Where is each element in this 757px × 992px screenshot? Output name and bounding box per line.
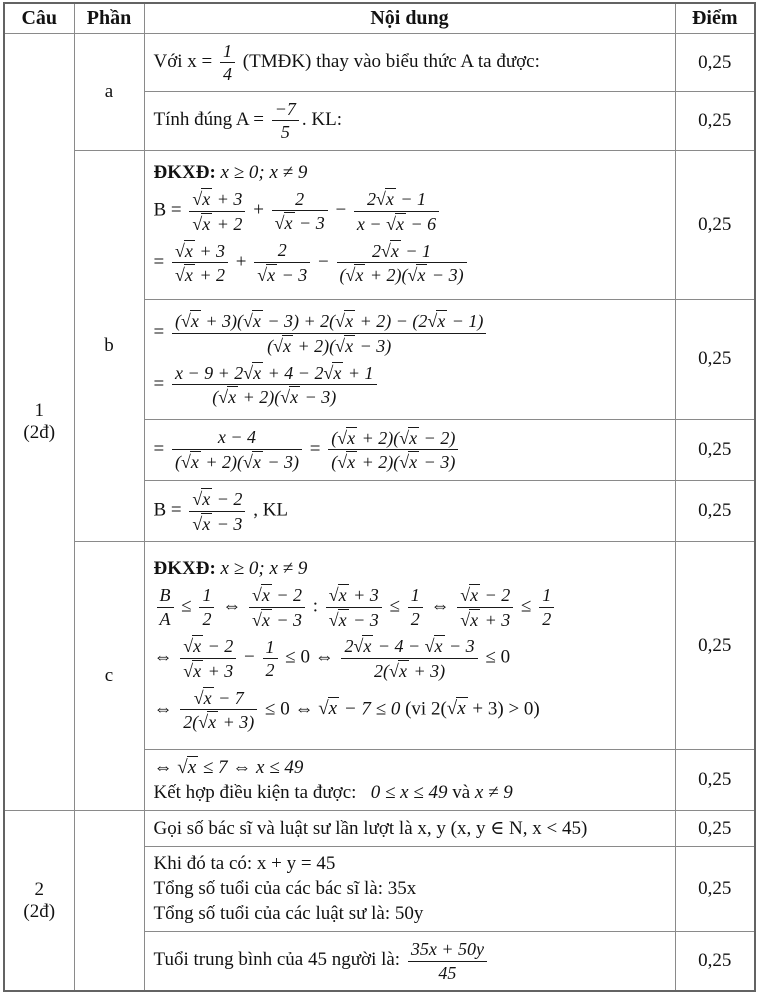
sqrt-expression xyxy=(386,213,406,235)
fraction-denominator: 2 xyxy=(265,659,275,680)
content-line: ⇔ $\frac{√x - 2}{√x + 3}$ − $\frac{1}{2}$ ≤ 0 ⇔ $\frac{2√x - 4 - √x - 3}{2(√x + 3)}$ ≤ 0 xyxy=(153,636,511,681)
fraction-numerator: 35x + 50y xyxy=(408,939,487,961)
content-cell xyxy=(144,811,675,847)
question-label: (2đ) xyxy=(23,900,56,922)
fraction-denominator: (√x + 2)(√x − 3) xyxy=(339,265,464,286)
sqrt-expression xyxy=(329,609,349,631)
radical-sign-icon: √ xyxy=(407,265,418,286)
math-text: x ≠ 9 xyxy=(474,782,513,804)
radical-sign-icon: √ xyxy=(192,189,203,210)
table-row xyxy=(4,34,755,92)
fraction-denominator: (√x + 2)(√x − 3) xyxy=(267,335,392,356)
content-cell xyxy=(144,299,675,419)
radicand: x xyxy=(202,513,211,534)
content-line: = $\frac{(√x + 3)(√x - 3) + 2(√x + 2) - (2√x - 1)}{(√x + 2)(√x - 3)}$ xyxy=(154,309,666,357)
fraction-numerator: 2 xyxy=(254,240,310,262)
content-line: = $\frac{√x + 3}{√x + 2}$ + $\frac{2}{√x - 3}$ − $\frac{2√x - 1}{(√x + 2)(√x - 3)}$ xyxy=(154,239,666,287)
content-cell xyxy=(144,150,675,299)
fraction xyxy=(180,687,257,733)
fraction xyxy=(157,585,174,628)
sqrt-expression xyxy=(460,584,480,606)
radical-sign-icon: √ xyxy=(375,189,386,210)
radicand: x xyxy=(328,698,338,720)
radicand: x xyxy=(333,362,342,383)
content-line: = $\frac{x - 4}{(√x + 2)(√x - 3)}$ = $\frac{(√x + 2)(√x - 2)}{(√x + 2)(√x - 3)}$ xyxy=(154,426,666,474)
score-cell: 0,25 xyxy=(675,419,755,480)
fraction-denominator: √x − 3 xyxy=(192,513,243,534)
fraction-numerator: √x − 2 xyxy=(189,488,245,512)
score-cell: 0,25 xyxy=(675,299,755,419)
fraction-denominator: √x + 3 xyxy=(460,609,511,630)
content-line: Gọi số bác sĩ và luật sư lần lượt là x, y (x, y ∈ N, x < 45) xyxy=(153,818,588,840)
radicand: x xyxy=(395,213,404,234)
sqrt-expression xyxy=(218,386,238,408)
radicand: x xyxy=(347,452,356,473)
sqrt-expression xyxy=(243,451,263,473)
math-text: x ≥ 0; x ≠ 9 xyxy=(220,557,308,579)
radicand: x xyxy=(202,189,211,210)
rubric-table-header xyxy=(4,3,755,34)
fraction-numerator: B xyxy=(157,585,174,607)
fraction xyxy=(539,585,554,628)
sqrt-expression xyxy=(399,451,419,473)
radical-sign-icon: √ xyxy=(335,335,346,356)
rubric-table xyxy=(3,2,756,992)
radical-sign-icon: √ xyxy=(460,609,471,630)
part-cell: b xyxy=(74,150,144,542)
bold-text: ĐKXĐ: xyxy=(153,557,221,579)
fraction-numerator: 1 xyxy=(220,41,235,63)
radical-sign-icon: √ xyxy=(180,311,191,332)
radical-sign-icon: √ xyxy=(389,660,399,681)
sqrt-expression xyxy=(425,635,445,657)
sqrt-expression xyxy=(399,427,419,449)
radical-sign-icon: √ xyxy=(460,584,471,605)
table-row xyxy=(4,150,755,299)
radical-sign-icon: √ xyxy=(251,609,262,630)
score-cell: 0,25 xyxy=(675,932,755,991)
radical-sign-icon: √ xyxy=(328,609,339,630)
content-line: Tính đúng A = $\frac{-7}{5}$ . KL: xyxy=(153,99,342,143)
radicand: x xyxy=(228,387,237,408)
fraction xyxy=(172,310,486,356)
column-header-diem: Điểm xyxy=(675,3,755,34)
radicand: x xyxy=(417,265,426,286)
radicand: x xyxy=(184,265,193,286)
radicand: x xyxy=(385,189,394,210)
fraction-denominator: √x + 2 xyxy=(174,265,226,286)
radical-sign-icon: √ xyxy=(174,240,185,261)
fraction xyxy=(326,584,382,630)
radicand: x xyxy=(283,335,292,356)
sqrt-expression xyxy=(252,584,272,606)
sqrt-expression xyxy=(447,697,468,720)
radicand: x xyxy=(437,311,446,332)
fraction xyxy=(199,585,214,628)
fraction xyxy=(272,189,328,234)
radical-sign-icon: √ xyxy=(193,687,204,708)
sqrt-expression xyxy=(252,609,272,631)
fraction-denominator: √x − 3 xyxy=(257,264,308,285)
score-cell: 0,25 xyxy=(675,750,755,811)
fraction xyxy=(180,635,236,681)
fraction-denominator: A xyxy=(159,608,171,629)
fraction-numerator: √x + 3 xyxy=(189,188,245,212)
radical-sign-icon: √ xyxy=(257,264,268,285)
sqrt-expression xyxy=(408,264,428,286)
fraction-numerator: √x − 2 xyxy=(180,635,236,659)
fraction-numerator: 1 xyxy=(263,637,278,659)
radical-sign-icon: √ xyxy=(446,698,458,720)
radicand: x xyxy=(190,451,199,472)
sqrt-expression xyxy=(353,635,373,657)
question-cell xyxy=(4,34,74,811)
sqrt-expression xyxy=(183,635,203,657)
radical-sign-icon: √ xyxy=(218,387,229,408)
header-row xyxy=(4,3,755,34)
fraction-denominator: (√x + 2)(√x − 3) xyxy=(212,387,337,408)
radicand: x xyxy=(398,660,407,681)
content-cell xyxy=(144,92,675,150)
fraction-denominator: √x − 3 xyxy=(328,609,379,630)
radicand: x xyxy=(434,636,443,657)
sqrt-expression xyxy=(273,335,293,357)
content-line: $\frac{B}{A}$ ≤ $\frac{1}{2}$ ⇔ $\frac{√x - 2}{√x - 3}$ : $\frac{√x + 3}{√x - 3}$ ≤ $\frac{1}{2}$ ⇔ $\frac{√x - 2}{√x + 3}$ ≤ $\frac{1}{2}$ xyxy=(154,583,666,631)
radical-sign-icon: √ xyxy=(243,451,253,472)
fraction xyxy=(337,240,467,286)
fraction-denominator: √x − 3 xyxy=(274,213,325,234)
radical-sign-icon: √ xyxy=(345,265,356,286)
radical-sign-icon: √ xyxy=(427,311,438,332)
score-cell: 0,25 xyxy=(675,811,755,847)
fraction xyxy=(189,488,245,534)
content-line: ⇔ $\frac{√x - 7}{2(√x + 3)}$ ≤ 0 ⇔ √x − 7 ≤ 0 (vi 2(√x + 3) > 0) xyxy=(153,687,540,733)
radical-sign-icon: √ xyxy=(335,311,346,332)
math-text: 0 ≤ x ≤ 49 xyxy=(370,782,448,804)
radical-sign-icon: √ xyxy=(323,362,334,383)
sqrt-expression xyxy=(198,711,218,733)
content-line: Tổng số tuổi của các luật sư là: 50y xyxy=(153,903,424,925)
radical-sign-icon: √ xyxy=(198,712,209,733)
radical-sign-icon: √ xyxy=(318,698,329,720)
score-cell: 0,25 xyxy=(675,34,755,92)
question-label: 1 xyxy=(34,400,44,422)
radical-sign-icon: √ xyxy=(353,636,364,657)
fraction-denominator: √x − 3 xyxy=(251,609,302,630)
score-cell: 0,25 xyxy=(675,542,755,750)
radicand: x xyxy=(345,311,354,332)
score-cell: 0,25 xyxy=(675,150,755,299)
fraction xyxy=(457,584,513,630)
fraction-numerator: x − 9 + 2√x + 4 − 2√x + 1 xyxy=(172,362,377,386)
radicand: x xyxy=(252,311,261,332)
sqrt-expression xyxy=(275,212,295,234)
sqrt-expression xyxy=(381,240,401,262)
radical-sign-icon: √ xyxy=(192,489,203,509)
radicand: x xyxy=(457,698,466,720)
radicand: x xyxy=(202,213,211,234)
fraction-numerator: √x − 2 xyxy=(457,584,513,608)
sqrt-expression xyxy=(192,488,212,510)
fraction-denominator: 4 xyxy=(223,64,233,85)
content-cell xyxy=(144,419,675,480)
radical-sign-icon: √ xyxy=(328,584,339,605)
sqrt-expression xyxy=(257,264,277,286)
sqrt-expression xyxy=(460,609,480,631)
radicand: x xyxy=(338,584,347,605)
radical-sign-icon: √ xyxy=(183,636,194,657)
sqrt-expression xyxy=(175,240,195,262)
sqrt-expression xyxy=(389,660,409,682)
column-header-noidung: Nội dung xyxy=(144,3,675,34)
fraction-numerator: −7 xyxy=(272,99,299,121)
fraction-numerator: √x − 2 xyxy=(249,584,305,608)
radicand: x xyxy=(208,712,217,733)
fraction xyxy=(328,427,458,473)
radicand: x xyxy=(390,240,399,261)
fraction xyxy=(172,427,302,472)
sqrt-expression xyxy=(181,451,201,473)
radical-sign-icon: √ xyxy=(192,513,203,534)
radicand: x xyxy=(184,240,193,261)
fraction-numerator: 1 xyxy=(539,585,554,607)
math-text: ≤ 7 ⇔ x ≤ 49 xyxy=(198,757,304,779)
content-line: Khi đó ta có: x + y = 45 xyxy=(153,853,336,875)
radical-sign-icon: √ xyxy=(183,660,194,681)
fraction-denominator: 45 xyxy=(438,962,457,983)
fraction-denominator: √x + 3 xyxy=(183,660,234,681)
sqrt-expression xyxy=(194,687,214,709)
fraction-denominator: (√x + 2)(√x − 3) xyxy=(331,452,456,473)
fraction xyxy=(220,41,235,84)
question-label: 2 xyxy=(34,878,44,900)
fraction-denominator: 2 xyxy=(202,608,212,629)
content-line: Tuổi trung bình của 45 người là: $\frac{35x + 50y}{45}$ xyxy=(154,938,666,983)
fraction xyxy=(254,240,310,285)
radicand: x xyxy=(193,660,202,681)
score-cell: 0,25 xyxy=(675,92,755,150)
fraction xyxy=(408,939,487,982)
table-row xyxy=(4,542,755,750)
fraction xyxy=(408,585,423,628)
radicand: x xyxy=(338,609,347,630)
fraction-numerator: (√x + 3)(√x − 3) + 2(√x + 2) − (2√x − 1) xyxy=(172,310,486,334)
radicand: x xyxy=(253,362,262,383)
part-cell: a xyxy=(74,34,144,151)
sqrt-expression xyxy=(243,310,263,332)
score-cell: 0,25 xyxy=(675,847,755,932)
radicand: x xyxy=(267,264,276,285)
sqrt-expression xyxy=(337,451,357,473)
fraction-denominator: x − √x − 6 xyxy=(356,213,437,234)
fraction-numerator: (√x + 2)(√x − 2) xyxy=(328,427,458,451)
fraction xyxy=(354,188,439,234)
radical-sign-icon: √ xyxy=(337,427,348,448)
content-line: Kết hợp điều kiện ta được: 0 ≤ x ≤ 49 và x ≠ 9 xyxy=(153,782,513,804)
radicand: x xyxy=(347,427,356,448)
fraction-denominator: √x + 2 xyxy=(192,213,243,234)
fraction xyxy=(263,637,278,680)
radicand: x xyxy=(193,636,202,657)
radicand: x xyxy=(470,584,479,605)
fraction-numerator: √x + 3 xyxy=(172,240,228,264)
fraction-numerator: 2√x − 4 − √x − 3 xyxy=(341,635,477,659)
part-cell: c xyxy=(74,542,144,811)
radical-sign-icon: √ xyxy=(273,335,284,356)
fraction xyxy=(189,188,245,234)
table-row xyxy=(4,811,755,847)
fraction-denominator: (√x + 2)(√x − 3) xyxy=(174,451,300,472)
radical-sign-icon: √ xyxy=(399,452,410,473)
column-header-cau: Câu xyxy=(4,3,74,34)
fraction-numerator: 2√x − 1 xyxy=(337,240,467,264)
radicand: x xyxy=(190,311,199,332)
fraction xyxy=(249,584,305,630)
fraction xyxy=(172,240,228,286)
sqrt-expression xyxy=(346,264,366,286)
sqrt-expression xyxy=(337,427,357,449)
radicand: x xyxy=(252,451,261,472)
content-line: B = $\frac{√x + 3}{√x + 2}$ + $\frac{2}{√x - 3}$ − $\frac{2√x - 1}{x - √x - 6}$ xyxy=(154,187,666,235)
sqrt-expression xyxy=(192,213,212,235)
content-line xyxy=(154,558,666,580)
content-line: Tổng số tuổi của các bác sĩ là: 35x xyxy=(153,878,417,900)
radical-sign-icon: √ xyxy=(381,240,391,261)
fraction-numerator: 2 xyxy=(272,189,328,211)
fraction-numerator: 2√x − 1 xyxy=(354,188,439,212)
radicand: x xyxy=(202,489,211,509)
radicand: x xyxy=(187,757,197,779)
content-cell xyxy=(144,481,675,542)
radical-sign-icon: √ xyxy=(386,213,396,234)
sqrt-expression xyxy=(323,362,343,384)
sqrt-expression xyxy=(376,188,396,210)
sqrt-expression xyxy=(177,756,198,779)
radicand: x xyxy=(409,427,418,448)
radical-sign-icon: √ xyxy=(243,362,254,383)
sqrt-expression xyxy=(318,697,339,720)
sqrt-expression xyxy=(181,310,201,332)
radicand: x xyxy=(363,636,372,657)
score-cell: 0,25 xyxy=(675,481,755,542)
rubric-table-body xyxy=(4,34,755,991)
fraction-numerator: √x + 3 xyxy=(326,584,382,608)
radical-sign-icon: √ xyxy=(274,213,285,234)
content-line: = $\frac{x - 9 + 2√x + 4 - 2√x + 1}{(√x + 2)(√x - 3)}$ xyxy=(154,361,666,409)
radicand: x xyxy=(261,609,270,630)
sqrt-expression xyxy=(192,513,212,535)
radical-sign-icon: √ xyxy=(192,213,203,234)
content-cell xyxy=(144,542,675,750)
sqrt-expression xyxy=(183,660,203,682)
math-text: − 7 ≤ 0 xyxy=(339,698,401,720)
fraction-numerator: 1 xyxy=(408,585,423,607)
question-cell xyxy=(4,811,74,991)
fraction-numerator: √x − 7 xyxy=(180,687,257,711)
fraction-denominator: 5 xyxy=(280,122,290,143)
content-line xyxy=(154,162,666,184)
radical-sign-icon: √ xyxy=(280,387,291,408)
fraction-numerator: 1 xyxy=(199,585,214,607)
radical-sign-icon: √ xyxy=(337,452,348,473)
fraction xyxy=(272,99,299,142)
sqrt-expression xyxy=(335,335,355,357)
sqrt-expression xyxy=(427,310,447,332)
content-cell xyxy=(144,750,675,811)
radicand: x xyxy=(470,609,479,630)
sqrt-expression xyxy=(280,386,300,408)
question-label: (2đ) xyxy=(23,422,56,444)
fraction-denominator: 2 xyxy=(410,608,420,629)
sqrt-expression xyxy=(243,362,263,384)
part-cell xyxy=(74,811,144,991)
radical-sign-icon: √ xyxy=(424,636,435,657)
content-line: ⇔ √x ≤ 7 ⇔ x ≤ 49 xyxy=(153,757,304,779)
radicand: x xyxy=(284,213,293,234)
radicand: x xyxy=(290,387,299,408)
sqrt-expression xyxy=(329,584,349,606)
radical-sign-icon: √ xyxy=(243,311,253,332)
sqrt-expression xyxy=(335,310,355,332)
column-header-phan: Phần xyxy=(74,3,144,34)
radical-sign-icon: √ xyxy=(251,584,262,605)
sqrt-expression xyxy=(175,264,195,286)
bold-text: ĐKXĐ: xyxy=(153,162,221,184)
math-text: x ≥ 0; x ≠ 9 xyxy=(220,162,308,184)
content-cell xyxy=(144,34,675,92)
fraction-denominator: 2 xyxy=(542,608,552,629)
content-line: B = $\frac{√x - 2}{√x - 3}$ , KL xyxy=(153,489,289,534)
radicand: x xyxy=(355,265,364,286)
fraction-denominator: 2(√x + 3) xyxy=(183,712,255,733)
sqrt-expression xyxy=(192,188,212,210)
radicand: x xyxy=(345,335,354,356)
content-line: Với x = $\frac{1}{4}$ (TMĐK) thay vào biểu thức A ta được: xyxy=(153,41,540,85)
content-cell xyxy=(144,932,675,991)
radicand: x xyxy=(203,687,212,708)
fraction-numerator: x − 4 xyxy=(172,427,302,449)
fraction xyxy=(172,362,377,408)
radical-sign-icon: √ xyxy=(177,757,188,779)
radicand: x xyxy=(261,584,270,605)
radical-sign-icon: √ xyxy=(399,427,410,448)
radicand: x xyxy=(409,452,418,473)
fraction-denominator: 2(√x + 3) xyxy=(374,660,446,681)
radical-sign-icon: √ xyxy=(174,265,185,286)
fraction xyxy=(341,635,477,681)
radical-sign-icon: √ xyxy=(180,451,191,472)
content-cell xyxy=(144,847,675,932)
